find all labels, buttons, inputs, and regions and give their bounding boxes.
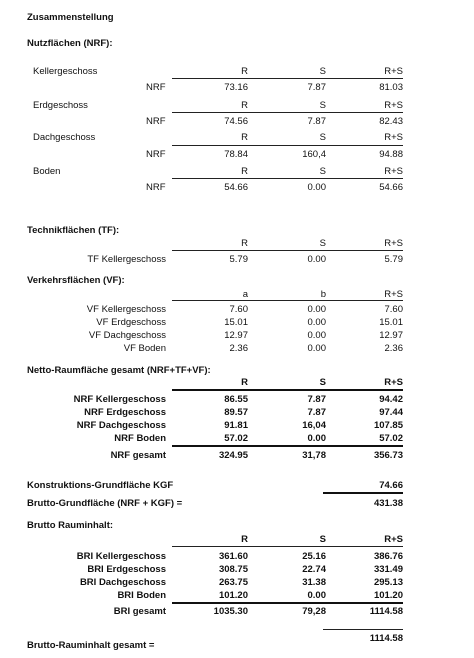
total-value: 31,78 (302, 450, 326, 461)
kgf-value: 74.66 (379, 480, 403, 491)
value-cell: 0.00 (307, 182, 326, 193)
value-cell: 0.00 (307, 254, 326, 265)
tf-heading: Technikflächen (TF): (27, 225, 120, 236)
nrf-floor-name: Dachgeschoss (33, 132, 96, 143)
nrf-floor-name: Erdgeschoss (33, 100, 88, 111)
value-cell: 0.00 (307, 304, 326, 315)
row-label: VF Dachgeschoss (88, 330, 166, 341)
header-rule (172, 389, 403, 391)
col-header-rs: R+S (384, 534, 403, 545)
value-cell: 7.87 (307, 407, 326, 418)
value-cell: 78.84 (224, 149, 248, 160)
value-cell: 82.43 (379, 116, 403, 127)
total-rule (172, 602, 403, 604)
value-cell: 5.79 (384, 254, 403, 265)
col-header-s: S (319, 238, 326, 249)
total-rule (172, 445, 403, 447)
value-cell: 94.88 (379, 149, 403, 160)
value-cell: 7.60 (229, 304, 248, 315)
col-header-s: S (319, 534, 326, 545)
value-cell: 54.66 (224, 182, 248, 193)
value-cell: 22.74 (302, 564, 326, 575)
value-cell: 54.66 (379, 182, 403, 193)
value-cell: 81.03 (379, 82, 403, 93)
col-header-rs: R+S (384, 100, 403, 111)
value-cell: 7.87 (307, 116, 326, 127)
row-label: VF Erdgeschoss (96, 317, 166, 328)
value-cell: 91.81 (224, 420, 248, 431)
col-header-rs: R+S (384, 238, 403, 249)
value-cell: 7.87 (307, 394, 326, 405)
col-header-s: S (319, 166, 326, 177)
nrf-row-label: NRF (146, 149, 166, 160)
total-value: 1114.58 (369, 606, 403, 617)
value-cell: 74.56 (224, 116, 248, 127)
header-rule (172, 78, 403, 79)
header-rule (172, 300, 403, 301)
sum-rule (323, 492, 403, 494)
row-label: BRI Kellergeschoss (76, 551, 166, 562)
col-header-r: R (241, 377, 248, 388)
value-cell: 2.36 (384, 343, 403, 354)
col-header-s: S (319, 377, 326, 388)
row-label: BRI Dachgeschoss (79, 577, 166, 588)
header-rule (172, 250, 403, 251)
value-cell: 73.16 (224, 82, 248, 93)
col-header-r: R (241, 534, 248, 545)
col-header-s: S (319, 66, 326, 77)
value-cell: 107.85 (373, 420, 403, 431)
total-value: 1035.30 (213, 606, 248, 617)
value-cell: 361.60 (218, 551, 248, 562)
kgf-label: Konstruktions-Grundfläche KGF (27, 480, 174, 491)
value-cell: 0.00 (307, 317, 326, 328)
value-cell: 308.75 (218, 564, 248, 575)
value-cell: 295.13 (373, 577, 403, 588)
bgf-value: 431.38 (373, 498, 403, 509)
header-rule (172, 546, 403, 547)
value-cell: 86.55 (224, 394, 248, 405)
bgf-label: Brutto-Grundfläche (NRF + KGF) = (27, 498, 183, 509)
col-header-r: R (241, 238, 248, 249)
value-cell: 31.38 (302, 577, 326, 588)
col-header-rs: R+S (384, 132, 403, 143)
page-title: Zusammenstellung (27, 12, 114, 23)
value-cell: 57.02 (379, 433, 403, 444)
col-header-rs: R+S (384, 289, 403, 300)
value-cell: 7.87 (307, 82, 326, 93)
value-cell: 331.49 (373, 564, 403, 575)
value-cell: 16,04 (302, 420, 326, 431)
value-cell: 2.36 (229, 343, 248, 354)
sum-rule (323, 629, 403, 630)
row-label: NRF Kellergeschoss (73, 394, 166, 405)
row-label: TF Kellergeschoss (87, 254, 166, 265)
value-cell: 5.79 (229, 254, 248, 265)
col-header-r: R (241, 100, 248, 111)
total-label: BRI gesamt (113, 606, 166, 617)
col-header-r: R (241, 132, 248, 143)
value-cell: 263.75 (218, 577, 248, 588)
col-header-r: R (241, 66, 248, 77)
row-label: VF Boden (123, 343, 166, 354)
bri-heading: Brutto Rauminhalt: (27, 520, 114, 531)
bri-total-label: Brutto-Rauminhalt gesamt = (27, 640, 155, 651)
value-cell: 0.00 (307, 343, 326, 354)
bri-total-value: 1114.58 (369, 633, 403, 644)
value-cell: 101.20 (373, 590, 403, 601)
col-header-rs: R+S (384, 166, 403, 177)
value-cell: 101.20 (218, 590, 248, 601)
col-header-b: b (320, 289, 326, 300)
header-rule (172, 178, 403, 179)
total-label: NRF gesamt (110, 450, 166, 461)
value-cell: 0.00 (307, 590, 326, 601)
value-cell: 7.60 (384, 304, 403, 315)
col-header-r: R (241, 166, 248, 177)
value-cell: 15.01 (379, 317, 403, 328)
value-cell: 12.97 (379, 330, 403, 341)
value-cell: 94.42 (379, 394, 403, 405)
col-header-rs: R+S (384, 377, 403, 388)
value-cell: 25.16 (302, 551, 326, 562)
header-rule (172, 112, 403, 113)
value-cell: 57.02 (224, 433, 248, 444)
value-cell: 160,4 (302, 149, 326, 160)
row-label: BRI Boden (117, 590, 166, 601)
row-label: NRF Dachgeschoss (76, 420, 166, 431)
col-header-a: a (242, 289, 248, 300)
nrf-row-label: NRF (146, 82, 166, 93)
value-cell: 0.00 (307, 433, 326, 444)
col-header-rs: R+S (384, 66, 403, 77)
vf-heading: Verkehrsflächen (VF): (27, 275, 125, 286)
row-label: NRF Boden (114, 433, 166, 444)
col-header-s: S (319, 100, 326, 111)
total-value: 356.73 (373, 450, 403, 461)
header-rule (172, 145, 403, 146)
nrf-row-label: NRF (146, 116, 166, 127)
value-cell: 386.76 (373, 551, 403, 562)
value-cell: 15.01 (224, 317, 248, 328)
value-cell: 0.00 (307, 330, 326, 341)
nrf-row-label: NRF (146, 182, 166, 193)
value-cell: 89.57 (224, 407, 248, 418)
netto-heading: Netto-Raumfläche gesamt (NRF+TF+VF): (27, 365, 211, 376)
row-label: NRF Erdgeschoss (84, 407, 166, 418)
nrf-floor-name: Boden (33, 166, 61, 177)
nrf-floor-name: Kellergeschoss (33, 66, 98, 77)
value-cell: 12.97 (224, 330, 248, 341)
total-value: 79,28 (302, 606, 326, 617)
col-header-s: S (319, 132, 326, 143)
row-label: BRI Erdgeschoss (87, 564, 166, 575)
row-label: VF Kellergeschoss (86, 304, 166, 315)
value-cell: 97.44 (379, 407, 403, 418)
nrf-heading: Nutzflächen (NRF): (27, 38, 113, 49)
total-value: 324.95 (218, 450, 248, 461)
